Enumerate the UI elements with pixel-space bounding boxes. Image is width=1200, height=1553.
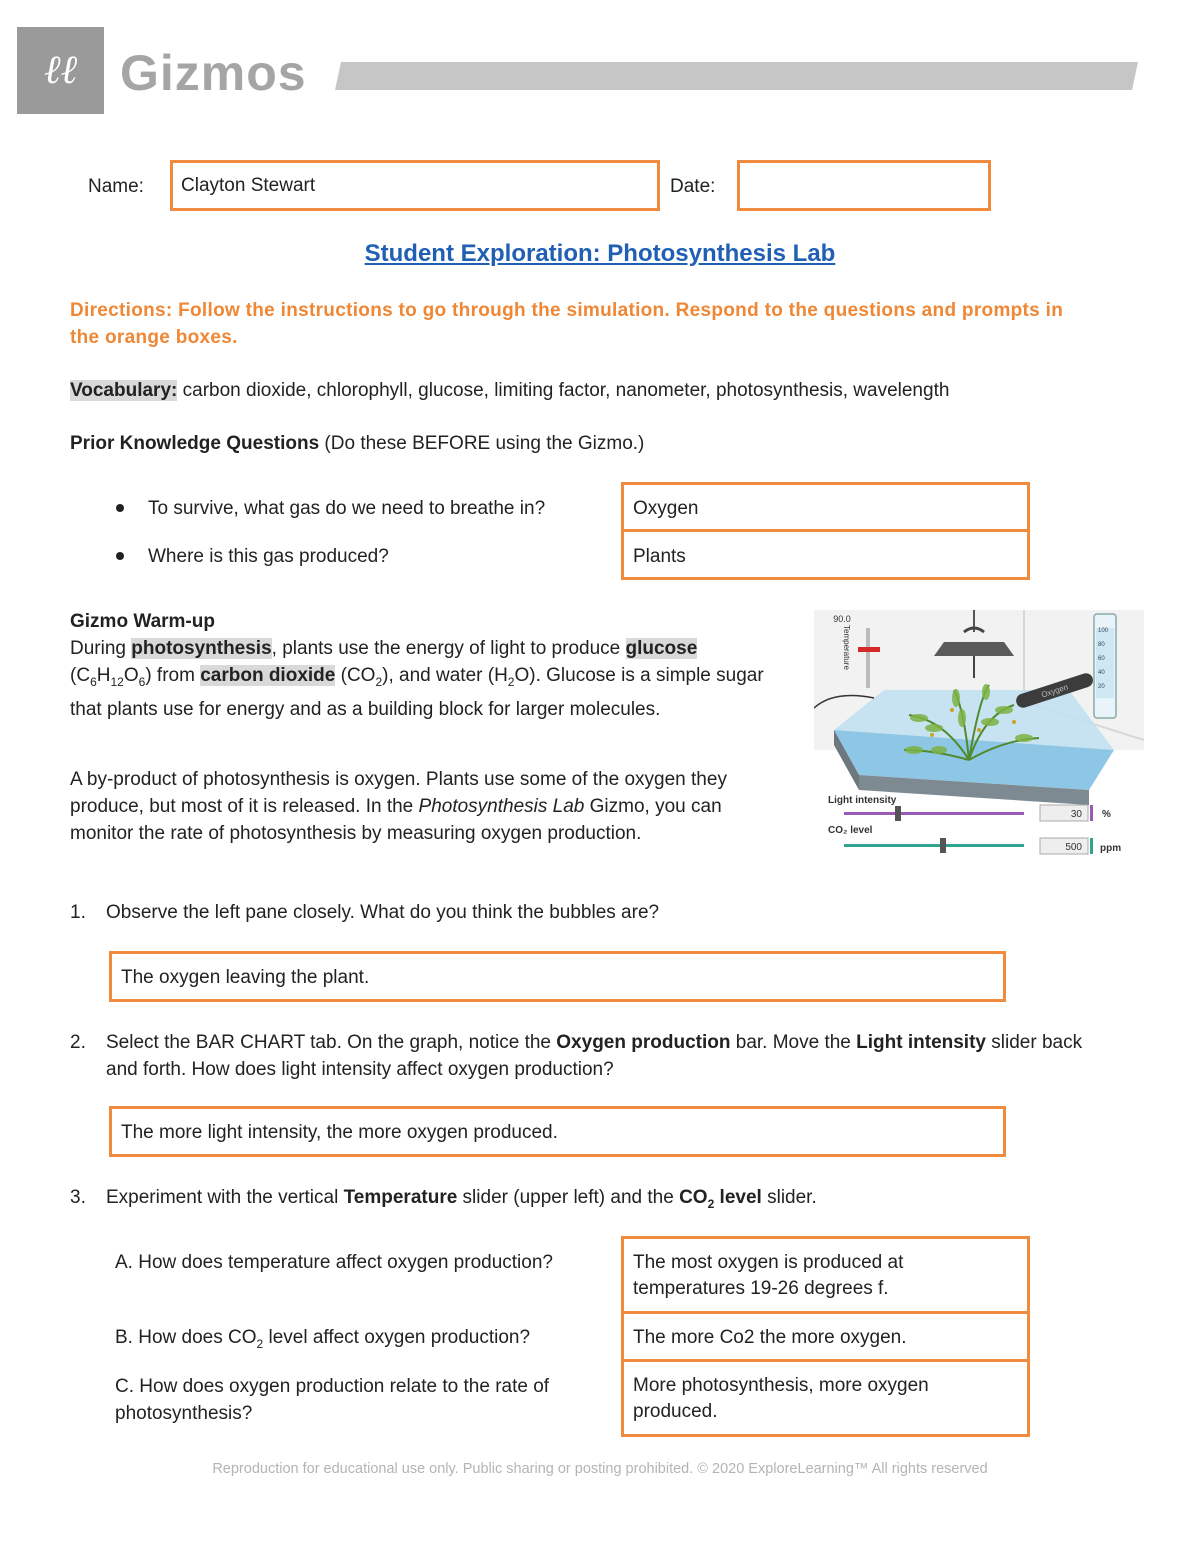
svg-text:ppm: ppm — [1100, 843, 1122, 854]
directions: Directions: Follow the instructions to go through the simulation. Respond to the questions and prompts in the orange boxes. — [70, 300, 1064, 348]
answer-1-box[interactable] — [109, 951, 1006, 1002]
bullet-icon — [116, 552, 124, 560]
light-intensity-track — [844, 812, 1024, 815]
co2-level-label: CO₂ level — [828, 825, 873, 836]
prior-knowledge-title: Prior Knowledge Questions — [70, 433, 320, 454]
name-value: Clayton Stewart — [181, 174, 316, 196]
light-intensity-label: Light intensity — [828, 795, 897, 806]
answer-3b: The more Co2 the more oxygen. — [633, 1327, 907, 1348]
answer-2: The more light intensity, the more oxygen produced. — [121, 1122, 558, 1143]
term-photosynthesis: photosynthesis — [131, 638, 272, 659]
answer-1: The oxygen leaving the plant. — [121, 967, 370, 988]
question-1-text: Observe the left pane closely. What do you think the bubbles are? — [106, 902, 660, 923]
prior-knowledge-heading — [70, 430, 970, 457]
temperature-slider-track — [866, 628, 870, 688]
bullet-icon — [116, 504, 124, 512]
gizmos-brand: Gizmos — [120, 45, 307, 101]
date-label: Date: — [670, 176, 716, 197]
explorelearning-logo — [17, 27, 104, 114]
temperature-readout: 90.0 — [833, 614, 851, 624]
prior-question-2: Where is this gas produced? — [148, 546, 389, 567]
prior-answer-2: Plants — [633, 546, 686, 567]
warmup-heading: Gizmo Warm-up — [70, 611, 215, 632]
co2-level-track — [844, 844, 1024, 847]
footer-copyright: Reproduction for educational use only. Public sharing or posting prohibited. © 2020 ExploreLearning™ All rights reserved — [212, 1461, 988, 1477]
answer-3a-box[interactable] — [621, 1236, 1030, 1314]
prior-answer-1-box[interactable] — [621, 482, 1030, 532]
term-glucose: glucose — [625, 638, 698, 659]
answer-3c-box[interactable] — [621, 1359, 1030, 1437]
question-3c: C. How does oxygen production relate to the rate of photosynthesis? — [115, 1376, 550, 1424]
temperature-label: Temperature — [842, 625, 851, 670]
name-label: Name: — [88, 176, 144, 197]
answer-3a: The most oxygen is produced at temperatures 19-26 degrees f. — [633, 1252, 904, 1299]
temperature-slider-thumb — [858, 647, 880, 652]
svg-text:30: 30 — [1070, 809, 1082, 820]
question-2-number: 2. — [70, 1032, 86, 1053]
svg-text:80: 80 — [1098, 642, 1105, 648]
question-3a: A. How does temperature affect oxygen production? — [115, 1252, 553, 1273]
prior-answer-1: Oxygen — [633, 498, 699, 519]
header-bar — [335, 62, 1138, 90]
answer-3c: More photosynthesis, more oxygen produced. — [633, 1375, 929, 1422]
prior-knowledge-note: (Do these BEFORE using the Gizmo.) — [319, 433, 645, 454]
date-field[interactable] — [737, 160, 991, 211]
answer-2-box[interactable] — [109, 1106, 1006, 1157]
svg-text:40: 40 — [1098, 670, 1105, 676]
svg-text:60: 60 — [1098, 656, 1105, 662]
prior-answer-2-box[interactable] — [621, 529, 1030, 580]
svg-text:20: 20 — [1098, 684, 1105, 690]
question-2-text: Select the BAR CHART tab. On the graph, notice the Oxygen production bar. Move the Light intensity slider back and forth. How does light intensity affect oxygen production? — [106, 1032, 1083, 1080]
answer-3b-box[interactable] — [621, 1311, 1030, 1362]
warmup-paragraph-1: During photosynthesis, plants use the energy of light to produce glucose $(C_6H_{12}O_6)$ from carbon dioxide $(CO_2)$, and water $(H_2O)$. Glucose is a simple sugar that plants use for energy and as a building block for larger molecules. — [70, 638, 764, 720]
svg-text:500: 500 — [1065, 842, 1082, 853]
question-3b: B. How does $CO_2$ level affect oxygen production? — [115, 1327, 531, 1351]
question-1-number: 1. — [70, 902, 86, 923]
warmup-paragraph-2: A by-product of photosynthesis is oxygen. Plants use some of the oxygen they produce, but most of it is released. In the Photosynthesis Lab Gizmo, you can monitor the rate of photosynthesis by measuring oxygen production. — [70, 769, 727, 844]
svg-text:100: 100 — [1098, 628, 1109, 634]
svg-text:Oxygen: Oxygen — [1040, 682, 1070, 700]
vocabulary-label: Vocabulary: — [70, 380, 178, 401]
prior-question-1: To survive, what gas do we need to breathe in? — [148, 498, 546, 519]
co2-level-thumb — [940, 838, 946, 853]
vocabulary — [70, 377, 1130, 404]
lamp-icon — [934, 642, 1014, 656]
term-carbon-dioxide: carbon dioxide — [200, 665, 336, 686]
question-3-number: 3. — [70, 1187, 86, 1208]
light-intensity-thumb — [895, 806, 901, 821]
svg-text:%: % — [1102, 809, 1111, 820]
vocabulary-terms: carbon dioxide, chlorophyll, glucose, limiting factor, nanometer, photosynthesis, wavelength — [177, 380, 950, 401]
name-field[interactable] — [170, 160, 660, 211]
gizmo-screenshot — [814, 610, 1144, 858]
logo-glyph: ℓℓ — [43, 47, 78, 93]
question-3-text: Experiment with the vertical Temperature slider (upper left) and the $CO_2$ level slider. — [106, 1187, 817, 1211]
page-title: Student Exploration: Photosynthesis Lab — [364, 240, 836, 267]
